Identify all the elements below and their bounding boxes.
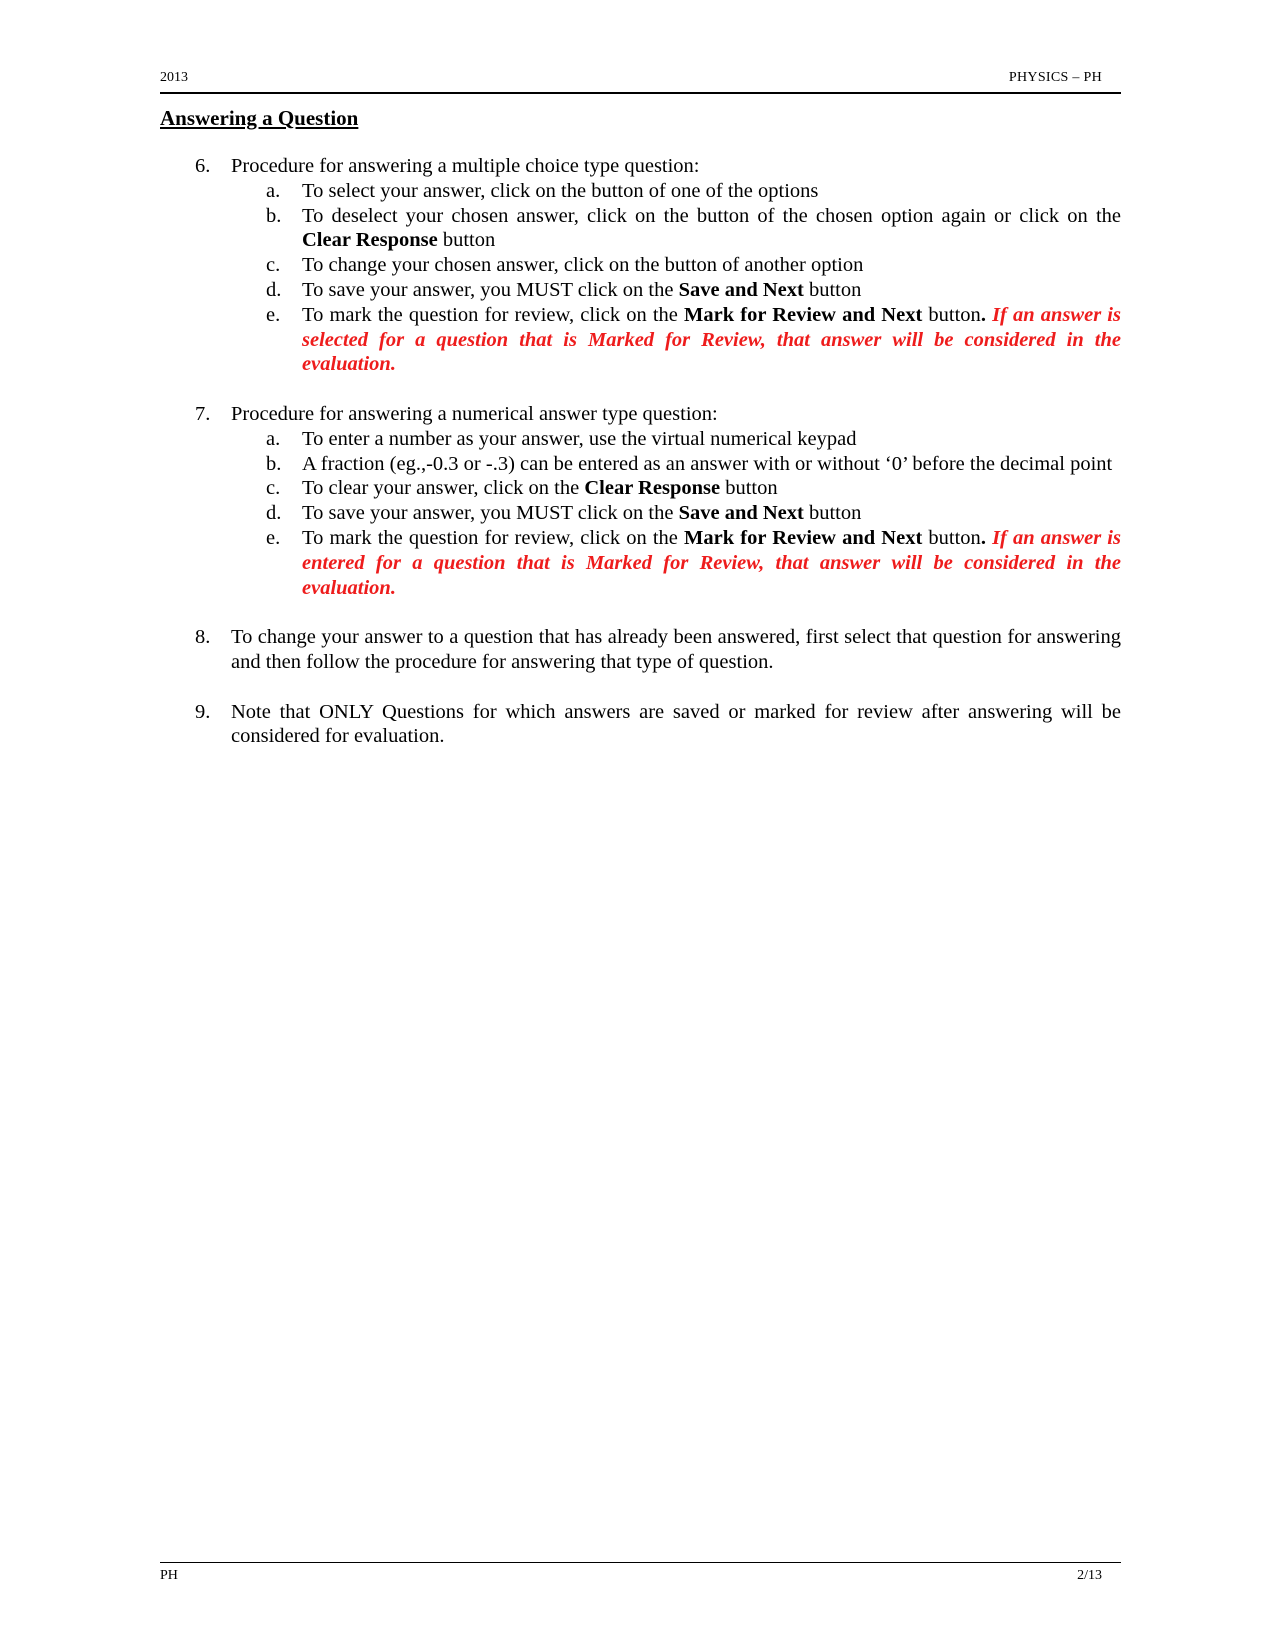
page-header [160, 68, 1121, 94]
sub-text: button [803, 278, 862, 301]
warning-note: If an answer is selected for a question that is Marked for Review, that answer will be considered in the evaluation. [302, 303, 1121, 376]
sub-list [231, 427, 1121, 601]
header-year: 2013 [160, 70, 188, 85]
button-name: Save and Next [678, 502, 804, 525]
sub-text: To enter a number as your answer, use the virtual numerical keypad [302, 427, 857, 450]
period: . [980, 526, 986, 549]
sub-text: To change your chosen answer, click on the button of another option [302, 254, 864, 277]
sub-text: To save your answer, you MUST click on the [302, 278, 679, 301]
button-name: Clear Response [584, 477, 721, 500]
sub-item-c [160, 476, 1121, 501]
footer-paper-code: PH [160, 1568, 178, 1583]
instruction-item-6 [160, 154, 1121, 377]
footer-page-number: 2/13 [1077, 1568, 1102, 1583]
sub-text: button [922, 526, 981, 549]
item-text: Note that ONLY Questions for which answers are saved or marked for review after answering will be considered for evaluation. [231, 700, 1121, 748]
sub-text: button [720, 477, 778, 500]
sub-item-d [160, 278, 1121, 303]
period: . [980, 303, 986, 326]
item-text: Procedure for answering a multiple choice type question: [231, 155, 700, 177]
sub-text: button [922, 303, 981, 326]
instruction-item-7 [160, 402, 1121, 600]
sub-letter: c. [266, 254, 281, 277]
button-name: Clear Response [302, 229, 438, 252]
instructions-body [160, 154, 1121, 749]
sub-text: A fraction (eg.,-0.3 or -.3) can be entered as an answer with or without ‘0’ before the decimal point [302, 452, 1113, 475]
sub-item-d [160, 501, 1121, 526]
sub-letter: d. [266, 502, 282, 525]
item-text: Procedure for answering a numerical answer type question: [231, 402, 718, 425]
sub-item-a [160, 427, 1121, 452]
item-number: 7. [195, 402, 211, 425]
sub-text: To mark the question for review, click on the [302, 526, 685, 549]
item-number: 8. [195, 626, 211, 649]
sub-item-b [160, 452, 1121, 477]
button-name: Mark for Review and Next [684, 526, 923, 549]
page-footer [160, 1562, 1121, 1587]
sub-text: To select your answer, click on the button of one of the options [302, 179, 819, 202]
sub-text: To deselect your chosen answer, click on the button of the chosen option again or click on the [302, 204, 1121, 227]
sub-text: To save your answer, you MUST click on the [302, 502, 679, 525]
sub-text: To mark the question for review, click on the [302, 303, 685, 326]
sub-letter: e. [266, 303, 281, 326]
sub-letter: a. [266, 427, 281, 450]
sub-item-a [160, 179, 1121, 204]
sub-letter: a. [266, 179, 281, 202]
sub-text: To clear your answer, click on the [302, 477, 585, 500]
sub-letter: d. [266, 278, 282, 301]
sub-letter: b. [266, 452, 282, 475]
sub-item-e [160, 303, 1121, 377]
sub-item-e [160, 526, 1121, 600]
item-number: 9. [195, 700, 211, 723]
sub-letter: c. [266, 477, 281, 500]
instruction-item-9 [160, 700, 1121, 750]
sub-item-c [160, 253, 1121, 278]
sub-letter: e. [266, 526, 281, 549]
button-name: Mark for Review and Next [684, 303, 923, 326]
item-text: To change your answer to a question that has already been answered, first select that question for answering and then follow the procedure for answering that type of question. [231, 626, 1121, 673]
header-subject: PHYSICS – PH [1008, 70, 1102, 85]
sub-list [231, 179, 1121, 377]
button-name: Save and Next [678, 278, 804, 301]
item-number: 6. [195, 155, 211, 177]
sub-letter: b. [266, 204, 282, 227]
sub-text: button [803, 502, 862, 525]
instruction-item-8 [160, 625, 1121, 675]
sub-text: button [437, 229, 496, 252]
sub-item-b [160, 204, 1121, 254]
warning-note: If an answer is entered for a question that is Marked for Review, that answer will be considered in the evaluation. [302, 526, 1121, 599]
section-title: Answering a Question [160, 106, 359, 130]
